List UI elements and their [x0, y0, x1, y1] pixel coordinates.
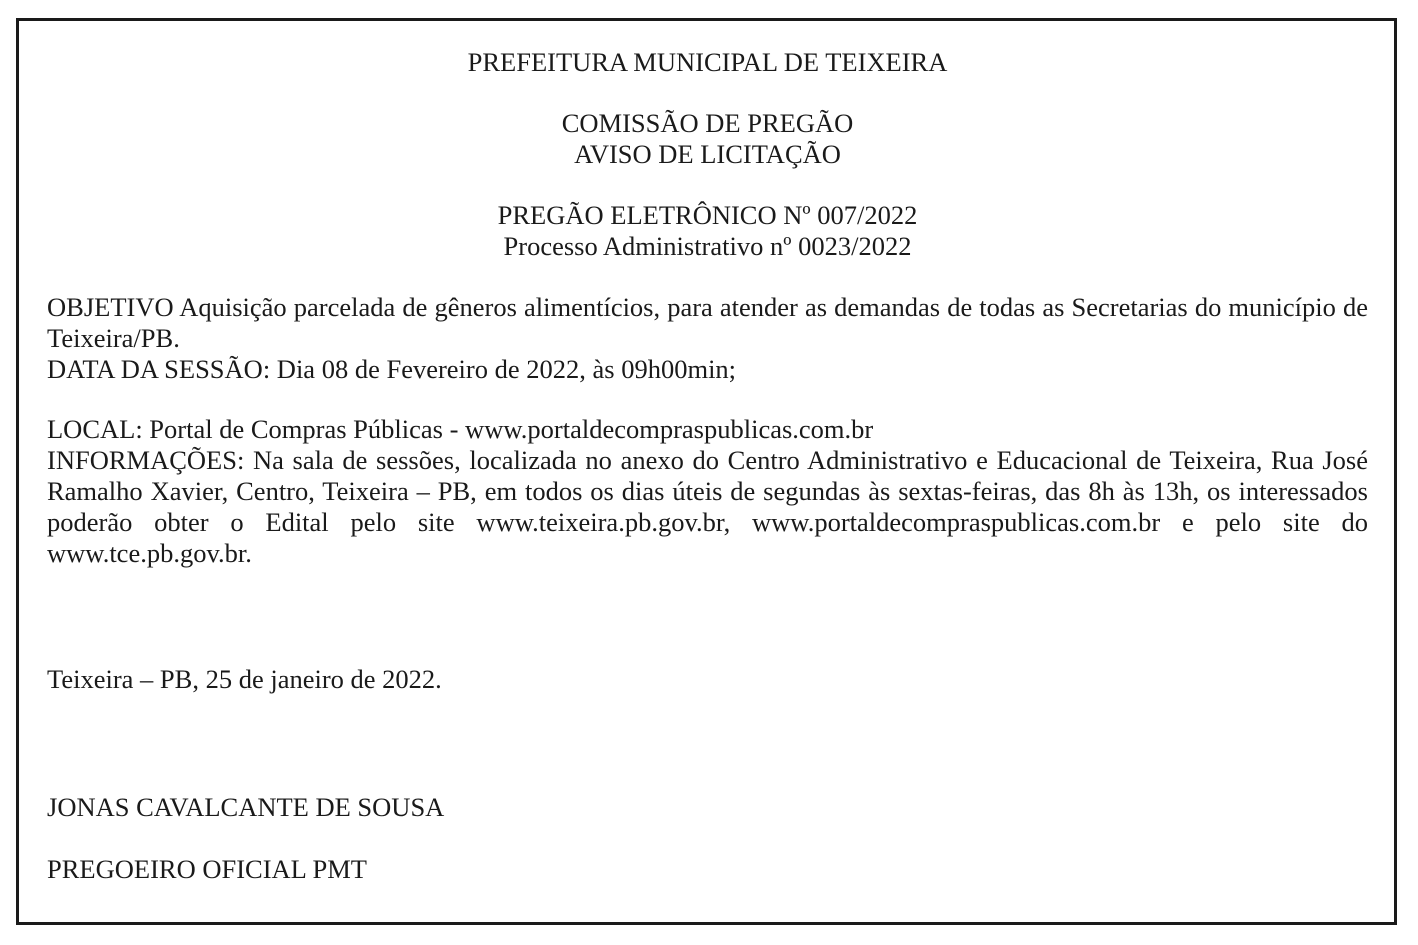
auction-number: PREGÃO ELETRÔNICO Nº 007/2022: [497, 200, 918, 230]
information-text: INFORMAÇÕES: Na sala de sessões, localizada no anexo do Centro Administrativo e Educacional de Teixeira, Rua José Ramalho Xavier, Centro, Teixeira – PB, em todos os dias úteis de segundas às sextas-feiras, das 8h às 13h, os interessados poderão obter o Edital pelo site www.teixeira.pb.gov.br, www.portaldecompraspublicas.com.br e pelo site do www.tce.pb.gov.br.: [47, 445, 1368, 568]
place-date-block: [47, 664, 1368, 695]
header-institution-block: [47, 47, 1368, 78]
signer-role-block: [47, 854, 1368, 885]
institution-name: PREFEITURA MUNICIPAL DE TEIXEIRA: [467, 47, 948, 77]
objective-block: [47, 292, 1368, 385]
notice-frame: [16, 18, 1397, 925]
header-auction-block: [47, 200, 1368, 262]
signer-block: [47, 792, 1368, 823]
place-date-text: Teixeira – PB, 25 de janeiro de 2022.: [47, 664, 442, 694]
location-text: LOCAL: Portal de Compras Públicas - www.portaldecompraspublicas.com.br: [47, 414, 874, 444]
header-commission-block: [47, 108, 1368, 170]
process-number: Processo Administrativo nº 0023/2022: [503, 231, 912, 261]
signer-name: JONAS CAVALCANTE DE SOUSA: [47, 792, 445, 822]
notice-type: AVISO DE LICITAÇÃO: [574, 139, 841, 169]
session-date-text: DATA DA SESSÃO: Dia 08 de Fevereiro de 2022, às 09h00min;: [47, 354, 737, 384]
location-block: [47, 414, 1368, 569]
objective-text: OBJETIVO Aquisição parcelada de gêneros alimentícios, para atender as demandas de todas as Secretarias do município de Teixeira/PB.: [47, 292, 1368, 353]
commission-name: COMISSÃO DE PREGÃO: [561, 108, 854, 138]
signer-role: PREGOEIRO OFICIAL PMT: [47, 854, 367, 884]
